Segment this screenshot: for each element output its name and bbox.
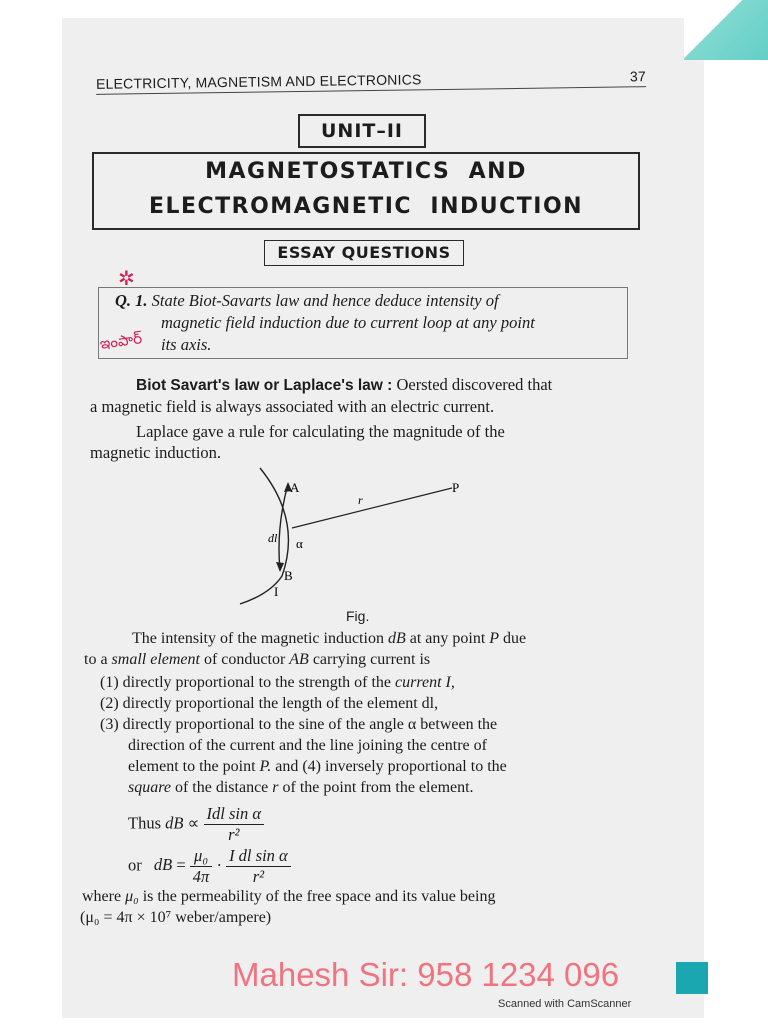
unit-heading: UNIT–II — [298, 114, 426, 148]
formula-dB-2: dB — [153, 855, 173, 875]
chapter-title-line2: ELECTROMAGNETIC INDUCTION — [148, 194, 584, 219]
formula-dot: · — [216, 855, 222, 875]
intro-line2: a magnetic field is always associated with an electric current. — [90, 397, 495, 416]
figure-caption: Fig. — [346, 608, 370, 624]
formula-eq: = — [176, 855, 186, 875]
fraction-2-den: r² — [252, 867, 265, 886]
intro-text-1: Oersted discovered that — [396, 375, 553, 394]
where-c: is the permeability of the free space and its value being — [142, 888, 496, 905]
page-number: 37 — [629, 68, 647, 85]
to-text-a: to a — [84, 651, 108, 668]
to-text-d: AB — [289, 651, 309, 668]
fraction-mu-den: 4π — [192, 867, 210, 886]
item-3-line4 — [90, 777, 632, 798]
arrow-down — [276, 562, 284, 572]
background-corner — [684, 0, 768, 60]
to-text-e: carrying current is — [312, 651, 431, 668]
intensity-text-d: P — [489, 630, 500, 647]
intensity-text-b: dB — [387, 630, 406, 647]
fraction-2 — [226, 846, 291, 887]
item-1 — [90, 672, 632, 693]
fraction-mu-num: μ₀ — [190, 846, 213, 867]
body-line1 — [90, 628, 632, 649]
scanner-badge — [676, 962, 708, 994]
label-dl: dl — [268, 531, 278, 545]
body-line2 — [84, 649, 632, 670]
item-1-current: current I, — [395, 674, 455, 691]
item-3-line1: (3) directly proportional to the sine of the angle α between the — [100, 716, 498, 733]
where-line1 — [82, 886, 632, 907]
question-line2: magnetic field induction due to current loop at any point — [161, 313, 535, 332]
label-I: I — [274, 584, 279, 599]
to-text-c: of conductor — [203, 651, 286, 668]
intro-heading: Biot Savart's law or Laplace's law : — [136, 377, 393, 394]
fraction-1-num: Idl sin α — [204, 804, 265, 825]
star-mark: ✲ — [118, 266, 135, 290]
item-3-l4-a: square — [128, 779, 171, 796]
intro-paragraph — [90, 374, 632, 463]
item-3-l3-c: and (4) inversely proportional to the — [275, 758, 507, 775]
question-line1 — [115, 290, 627, 312]
intro-line1 — [90, 374, 632, 396]
chapter-title — [92, 152, 640, 230]
section-heading: ESSAY QUESTIONS — [264, 240, 464, 266]
formula-or: or — [128, 855, 142, 875]
question-box — [98, 287, 628, 359]
label-r: r — [358, 493, 363, 507]
where-b: μ₀ — [125, 888, 139, 905]
question-text-1: State Biot-Savarts law and hence deduce intensity of — [151, 291, 499, 310]
chapter-title-line1: MAGNETOSTATICS AND — [205, 159, 527, 184]
radius-line — [292, 488, 452, 528]
where-paragraph — [80, 886, 632, 928]
intro-line3: Laplace gave a rule for calculating the magnitude of the — [136, 422, 505, 441]
formula-thus: Thus — [128, 813, 161, 833]
fraction-1-den: r² — [228, 825, 240, 844]
fraction-mu — [190, 846, 213, 887]
item-2: (2) directly proportional the length of the element dl, — [100, 695, 439, 712]
question-number: Q. 1. — [115, 291, 148, 310]
where-line2: (μ₀ = 4π × 10⁷ weber/ampere) — [80, 909, 272, 926]
label-P: P — [452, 480, 460, 495]
fraction-2-num: I dl sin α — [226, 846, 291, 867]
scanner-label: Scanned with CamScanner — [498, 998, 632, 1010]
formula-prop: ∝ — [187, 813, 200, 833]
to-text-b: small element — [111, 651, 200, 668]
question-line3: its axis. — [161, 335, 212, 354]
biot-savart-figure — [230, 460, 490, 610]
book-title: ELECTRICITY, MAGNETISM AND ELECTRONICS — [95, 71, 422, 92]
watermark-text: Mahesh Sir: 958 1234 096 — [232, 956, 620, 993]
item-3-line2: direction of the current and the line joining the centre of — [128, 737, 487, 754]
intensity-text-a: The intensity of the magnetic induction — [132, 630, 384, 647]
item-3-l3-b: P. — [259, 758, 272, 775]
item-3-l3-a: element to the point — [128, 758, 256, 775]
fraction-1 — [204, 804, 265, 845]
handwritten-note: ఇంపార్ — [98, 329, 144, 353]
formula-equation — [128, 846, 291, 887]
item-3-line3 — [90, 756, 632, 777]
body-paragraph — [84, 628, 632, 798]
item-3-l4-c: r — [272, 779, 279, 796]
item-3-l4-d: of the point from the element. — [282, 779, 474, 796]
intro-line4: magnetic induction. — [90, 443, 222, 462]
item-1-text: (1) directly proportional to the strength of the — [100, 674, 392, 691]
label-B: B — [284, 568, 293, 583]
conductor-curve — [240, 468, 288, 604]
label-A: A — [290, 480, 300, 495]
formula-proportional — [128, 804, 264, 845]
intensity-text-e: due — [503, 630, 527, 647]
item-3-l4-b: of the distance — [174, 779, 269, 796]
label-alpha: α — [296, 536, 303, 551]
where-a: where — [82, 888, 122, 905]
intensity-text-c: at any point — [409, 630, 486, 647]
formula-dB-1: dB — [165, 813, 184, 833]
